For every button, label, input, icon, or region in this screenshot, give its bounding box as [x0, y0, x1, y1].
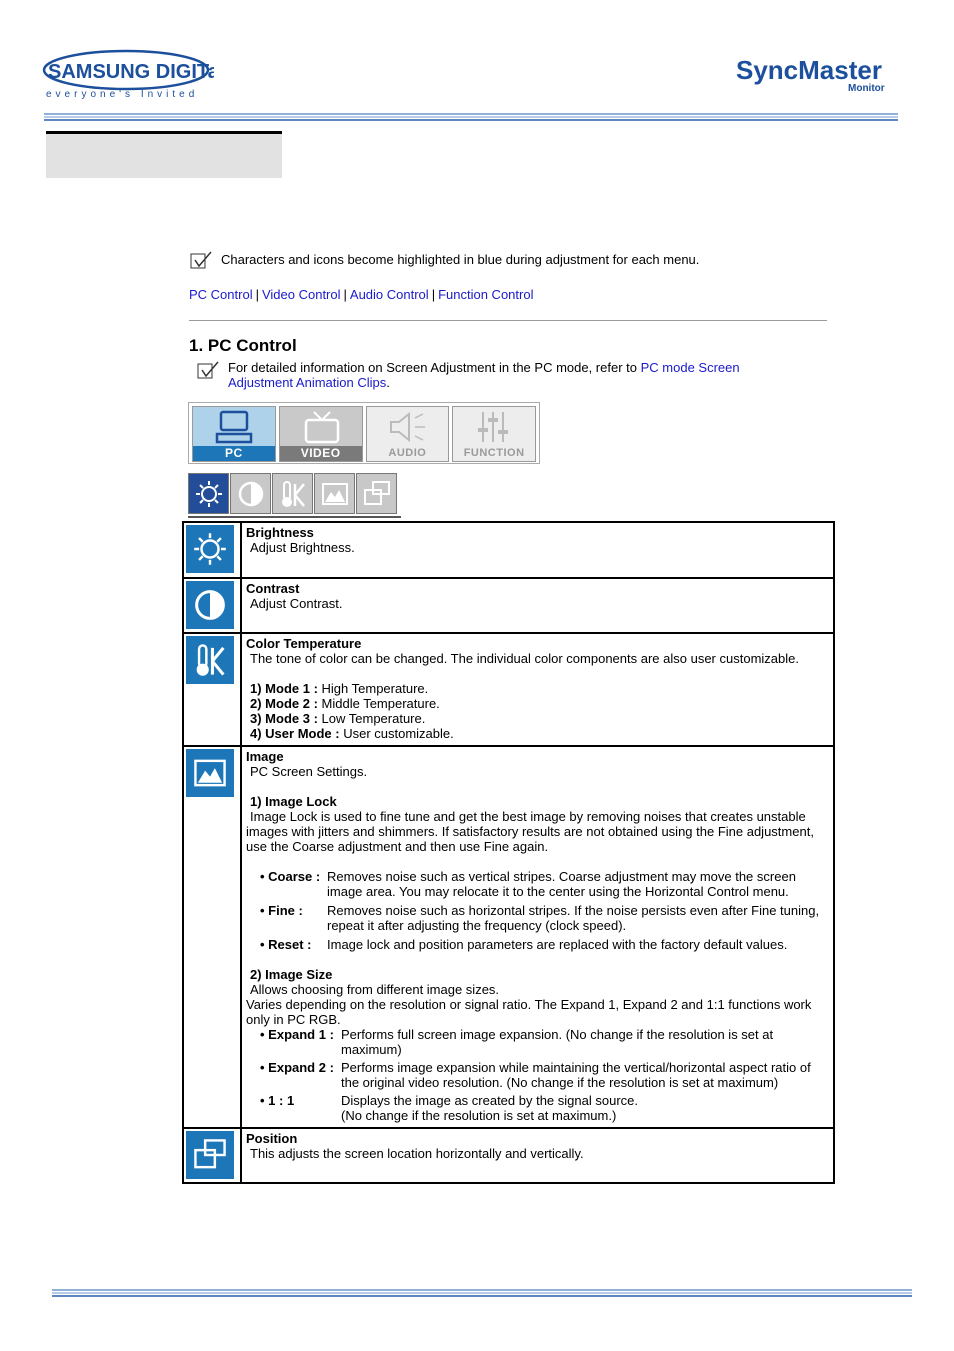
image-title: Image [246, 749, 284, 764]
section-title: 1. PC Control [189, 336, 297, 355]
color-temp-desc: The tone of color can be changed. The individual color components are also user customizable. [250, 651, 799, 666]
table-row [183, 1128, 834, 1183]
position-icon [363, 480, 391, 508]
brightness-icon [195, 480, 223, 508]
contrast-icon [237, 480, 265, 508]
sliders-icon [475, 410, 515, 446]
divider [189, 320, 827, 321]
svg-text:everyone's Invited: everyone's Invited [46, 89, 199, 100]
list-item: • Expand 2 : Performs image expansion while maintaining the vertical/horizontal aspect ratio of the original video resolution. (No change if the resolution is set at maximum) [260, 1060, 811, 1090]
pc-sub-tabs [188, 473, 401, 518]
samsung-logo [42, 48, 214, 100]
section-note-text: For detailed information on Screen Adjustment in the PC mode, refer to [228, 360, 641, 375]
brightness-title: Brightness [246, 525, 314, 540]
pc-control-table [182, 521, 835, 1184]
sub-tab-contrast[interactable] [230, 473, 271, 514]
animation-clips-link[interactable]: PC mode Screen Adjustment Animation Clips [228, 360, 740, 390]
image-lock-title: 1) Image Lock [250, 794, 337, 809]
list-item: • 1 : 1 Displays the image as created by the signal source. (No change if the resolution is set at maximum.) [260, 1093, 638, 1123]
tab-function[interactable]: FUNCTION [452, 406, 536, 462]
table-row: Color Temperature The tone of color can be changed. The individual color components are also user customizable. 1) Mode 1 : High Temperature. 2) Mode 2 : Middle Temperature. 3) Mode 3 : Low Temperature. 4) User Mode : User customizable. [183, 633, 834, 746]
note-text: Characters and icons become highlighted in blue during adjustment for each menu. [221, 252, 700, 267]
svg-text:SyncMaster: SyncMaster [736, 55, 882, 85]
image-size-title: 2) Image Size [250, 967, 333, 982]
sub-tab-brightness[interactable] [188, 473, 229, 514]
pc-icon [215, 410, 255, 446]
table-row [183, 746, 834, 1128]
image-icon [321, 480, 349, 508]
position-title: Position [246, 1131, 298, 1146]
svg-text:Monitor: Monitor [848, 83, 885, 94]
position-desc: This adjusts the screen location horizontally and vertically. [250, 1146, 584, 1161]
quick-links: PC Control | Video Control | Audio Control | Function Control [189, 287, 534, 302]
osd-menu-bar [188, 402, 540, 464]
link-function-control[interactable]: Function Control [438, 287, 534, 302]
tab-pc[interactable]: PC [192, 406, 276, 462]
contrast-icon [186, 581, 234, 629]
image-size-desc2: Varies depending on the resolution or signal ratio. The Expand 1, Expand 2 and 1:1 functions work only in PC RGB. [246, 997, 812, 1027]
sub-tab-position[interactable] [356, 473, 397, 514]
image-desc: PC Screen Settings. [250, 764, 368, 779]
brightness-desc: Adjust Brightness. [250, 540, 355, 555]
tv-icon [302, 410, 342, 446]
header-rule [44, 113, 898, 122]
link-pc-control[interactable]: PC Control [189, 287, 253, 302]
link-video-control[interactable]: Video Control [261, 287, 341, 302]
section-note: For detailed information on Screen Adjustment in the PC mode, refer to PC mode Screen Adjustment Animation Clips. [196, 360, 768, 390]
tab-audio[interactable]: AUDIO [366, 406, 450, 462]
tab-video[interactable]: VIDEO [279, 406, 363, 462]
sub-tab-color-temperature[interactable] [272, 473, 313, 514]
syncmaster-logo [736, 55, 896, 95]
table-row [183, 522, 834, 578]
color-temp-title: Color Temperature [246, 636, 362, 651]
brightness-icon [186, 525, 234, 573]
speaker-icon [389, 410, 429, 446]
contrast-title: Contrast [246, 581, 300, 596]
link-audio-control[interactable]: Audio Control [349, 287, 429, 302]
highlight-note [189, 250, 699, 272]
note-pencil-icon [189, 250, 213, 272]
list-item: • Expand 1 : Performs full screen image expansion. (No change if the resolution is set at maximum) [260, 1027, 774, 1057]
footer-rule [52, 1289, 912, 1298]
list-item: • Reset : Image lock and position parameters are replaced with the factory default values. [260, 937, 788, 952]
image-lock-desc: Image Lock is used to fine tune and get the best image by removing noises that creates unstable images with jitters and shimmers. If satisfactory results are not obtained using the Fine adjustment, use the Coarse adjustment and then use Fine again. [246, 809, 814, 854]
note-pencil-icon [196, 360, 220, 382]
color-temperature-icon [279, 480, 307, 508]
page-title-box [46, 131, 282, 178]
contrast-desc: Adjust Contrast. [250, 596, 343, 611]
list-item: • Fine : Removes noise such as horizontal stripes. If the noise persists even after Fine tuning, repeat it after adjusting the frequency (clock speed). [260, 903, 820, 933]
image-icon [186, 749, 234, 797]
svg-text:SAMSUNG DIGITall: SAMSUNG DIGITall [48, 61, 214, 83]
image-size-desc: Allows choosing from different image sizes. [250, 982, 500, 997]
sub-tab-image[interactable] [314, 473, 355, 514]
list-item: • Coarse : Removes noise such as vertical stripes. Coarse adjustment may move the screen image area. You may relocate it to the center using the Horizontal Control menu. [260, 869, 796, 899]
table-row [183, 578, 834, 633]
position-icon [186, 1131, 234, 1179]
color-temperature-icon [186, 636, 234, 684]
